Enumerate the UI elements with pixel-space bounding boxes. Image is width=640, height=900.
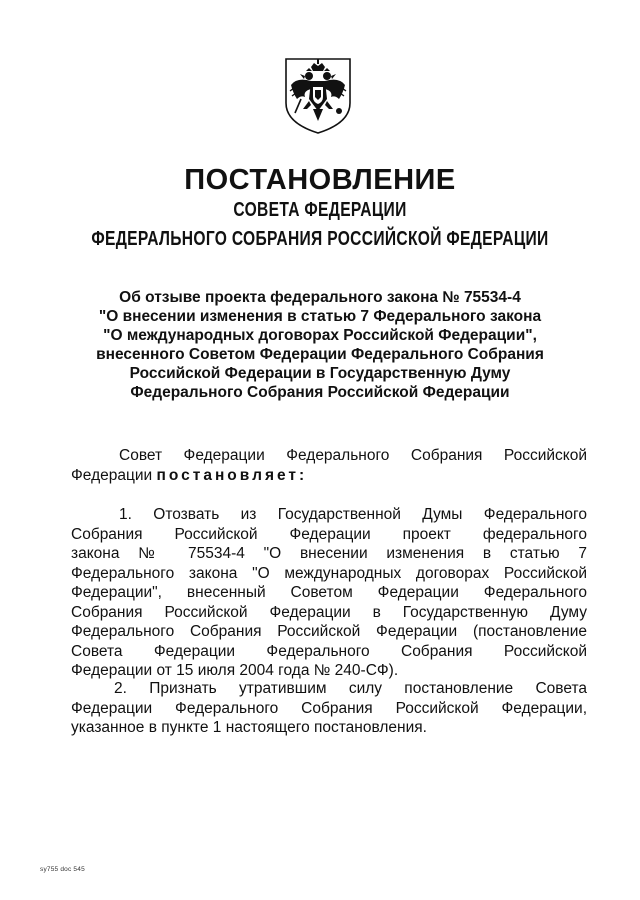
point-1-line: Собрания Российской Федерации в Государственную Думу (71, 603, 587, 621)
heading-line: "О внесении изменения в статью 7 Федерального закона (98, 308, 542, 325)
point-1-line: Федерального закона "О международных договорах Российской (71, 564, 587, 582)
point-1-line: Федерального Собрания Российской Федерации (постановление (71, 623, 587, 640)
point-2-line: указанное в пункте 1 настоящего постановления. (71, 719, 427, 736)
heading-line: "О международных договорах Российской Федерации", (103, 327, 537, 344)
preamble-line (71, 466, 587, 486)
document-code: sy755 doc 545 (40, 866, 85, 873)
decree-verb: постановляет: (156, 466, 308, 484)
point-1-line: Совета Федерации Федерального Собрания Российской (71, 642, 587, 660)
document-title: ПОСТАНОВЛЕНИЕ (184, 164, 456, 196)
heading-line: Федерального Собрания Российской Федерации (130, 384, 510, 401)
preamble-paragraph (71, 446, 587, 485)
point-2-line: 2. Признать утратившим силу постановление Совета (114, 680, 587, 697)
document-heading (60, 288, 580, 402)
point-1-line: закона № 75534-4 "О внесении изменения в статью 7 (71, 545, 587, 562)
double-headed-eagle-icon (281, 55, 355, 135)
point-2-paragraph (71, 679, 587, 738)
preamble-text: Федерации (71, 466, 157, 484)
point-1-line: Федерации от 15 июля 2004 года № 240-СФ). (71, 662, 399, 679)
point-1-line: Собрания Российской Федерации проект федерального (71, 525, 587, 543)
point-1-line: Федерации", внесенный Советом Федерации Федерального (71, 584, 587, 601)
preamble-line: Совет Федерации Федерального Собрания Российской (119, 447, 587, 464)
issuer-line-2: ФЕДЕРАЛЬНОГО СОБРАНИЯ РОССИЙСКОЙ ФЕДЕРАЦИИ (91, 228, 549, 250)
heading-line: внесенного Советом Федерации Федерального Собрания (96, 346, 544, 363)
heading-line: Российской Федерации в Государственную Думу (129, 365, 511, 382)
issuer-line-1: СОВЕТА ФЕДЕРАЦИИ (233, 199, 407, 221)
point-1-paragraph (71, 505, 587, 681)
point-1-line: 1. Отозвать из Государственной Думы Федерального (119, 506, 587, 523)
point-2-line: Федерации Федерального Собрания Российской Федерации, (71, 699, 587, 717)
heading-line: Об отзыве проекта федерального закона № 75534-4 (119, 289, 521, 306)
